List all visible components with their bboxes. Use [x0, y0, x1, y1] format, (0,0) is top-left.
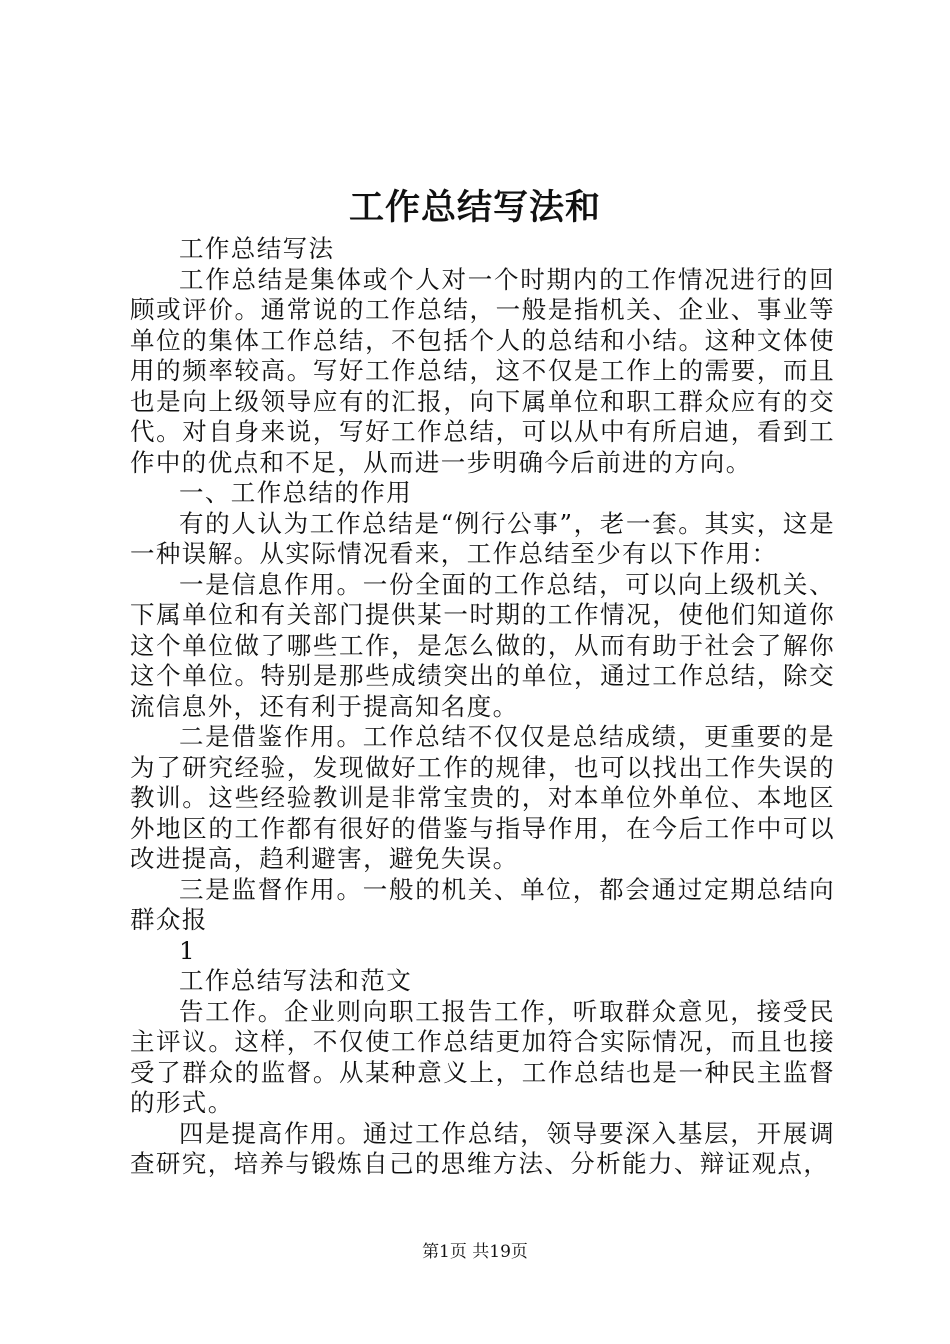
body-paragraph: 四是提高作用。通过工作总结，领导要深入基层，开展调查研究，培养与锻炼自己的思维方法、分析能力、辩证观点， — [130, 1118, 835, 1178]
section-heading: 工作总结写法和范文 — [179, 966, 413, 995]
page-footer: 第1页 共19页 — [422, 1242, 528, 1262]
body-paragraph: 三是监督作用。一般的机关、单位，都会通过定期总结向群众报 — [130, 874, 835, 934]
document-body — [130, 234, 835, 1180]
body-paragraph: 二是借鉴作用。工作总结不仅仅是总结成绩，更重要的是为了研究经验，发现做好工作的规律，也可以找出工作失误的教训。这些经验教训是非常宝贵的，对本单位外单位、本地区外地区的工作都有很好的借鉴与指导作用，在今后工作中可以改进提高，趋利避害，避免失误。 — [130, 722, 835, 873]
section-heading: 工作总结写法 — [179, 234, 335, 263]
body-paragraph: 工作总结是集体或个人对一个时期内的工作情况进行的回顾或评价。通常说的工作总结，一般是指机关、企业、事业等单位的集体工作总结，不包括个人的总结和小结。这种文体使用的频率较高。写好工作总结，这不仅是工作上的需要，而且也是向上级领导应有的汇报，向下属单位和职工群众应有的交代。对自身来说，写好工作总结，可以从中有所启迪，看到工作中的优点和不足，从而进一步明确今后前进的方向。 — [130, 264, 835, 477]
body-paragraph: 一是信息作用。一份全面的工作总结，可以向上级机关、下属单位和有关部门提供某一时期的工作情况，使他们知道你这个单位做了哪些工作，是怎么做的，从而有助于社会了解你这个单位。特别是那些成绩突出的单位，通过工作总结，除交流信息外，还有利于提高知名度。 — [130, 569, 835, 721]
inline-page-number: 1 — [179, 935, 196, 965]
section-heading: 一、工作总结的作用 — [179, 478, 413, 507]
document-title: 工作总结写法和 — [348, 187, 601, 228]
body-paragraph: 告工作。企业则向职工报告工作，听取群众意见，接受民主评议。这样，不仅使工作总结更加符合实际情况，而且也接受了群众的监督。从某种意义上，工作总结也是一种民主监督的形式。 — [130, 996, 835, 1117]
body-paragraph: 有的人认为工作总结是“例行公事”，老一套。其实，这是一种误解。从实际情况看来，工作总结至少有以下作用： — [130, 508, 835, 568]
